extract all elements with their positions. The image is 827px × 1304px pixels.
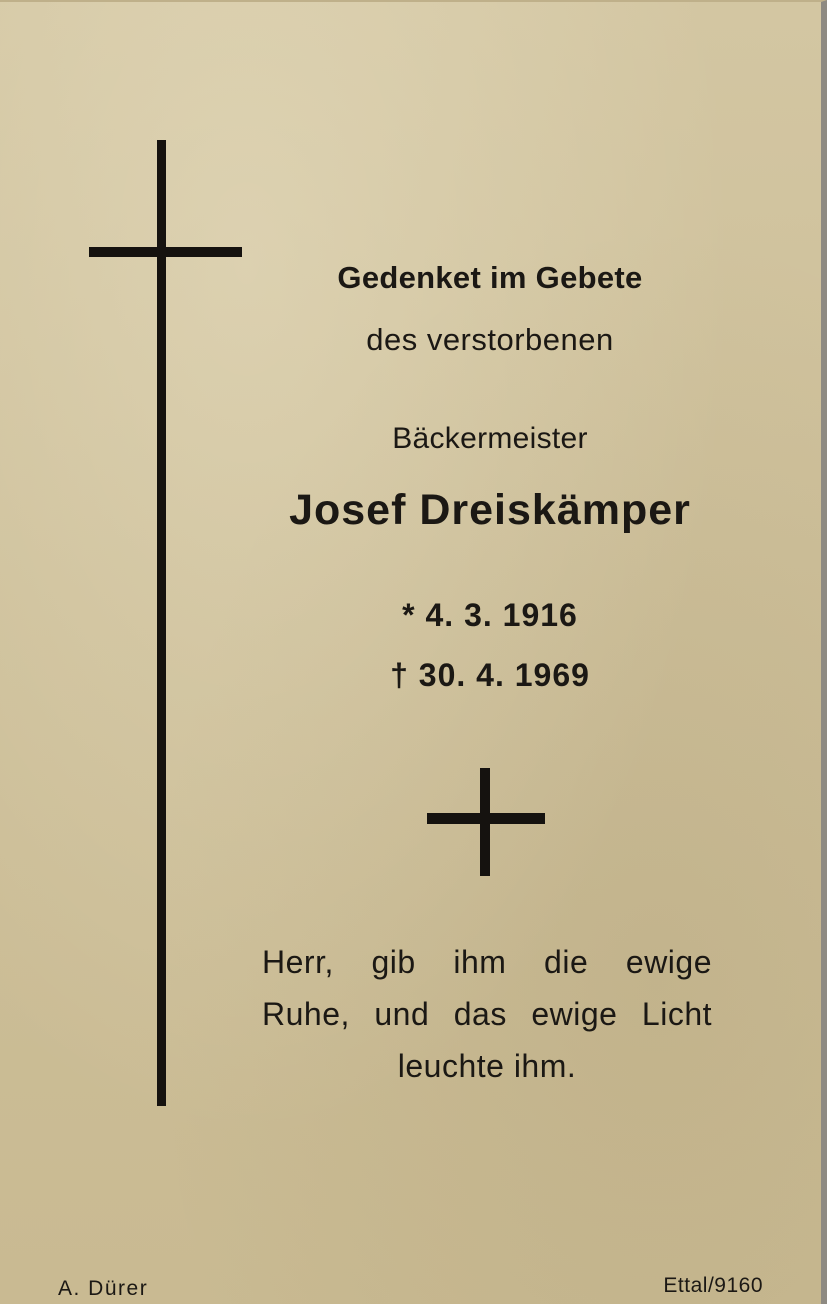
prayer-line-3: leuchte ihm. (397, 1048, 577, 1084)
prayer-line-1: Herr, gib ihm die ewige (262, 944, 712, 980)
deceased-profession: Bäckermeister (392, 422, 588, 455)
large-cross-horizontal-bar (89, 247, 242, 257)
artist-credit: A. Dürer (58, 1277, 149, 1300)
publisher-code: Ettal/9160 (663, 1274, 763, 1297)
birth-date: * 4. 3. 1916 (402, 597, 578, 633)
small-cross-horizontal-bar (427, 813, 545, 824)
death-date: † 30. 4. 1969 (390, 657, 590, 693)
large-cross-vertical-bar (157, 140, 166, 1106)
prayer-line-2: Ruhe, und das ewige Licht (262, 996, 712, 1032)
card-subheading: des verstorbenen (366, 322, 614, 357)
card-heading: Gedenket im Gebete (337, 260, 643, 295)
deceased-name: Josef Dreiskämper (289, 486, 691, 534)
